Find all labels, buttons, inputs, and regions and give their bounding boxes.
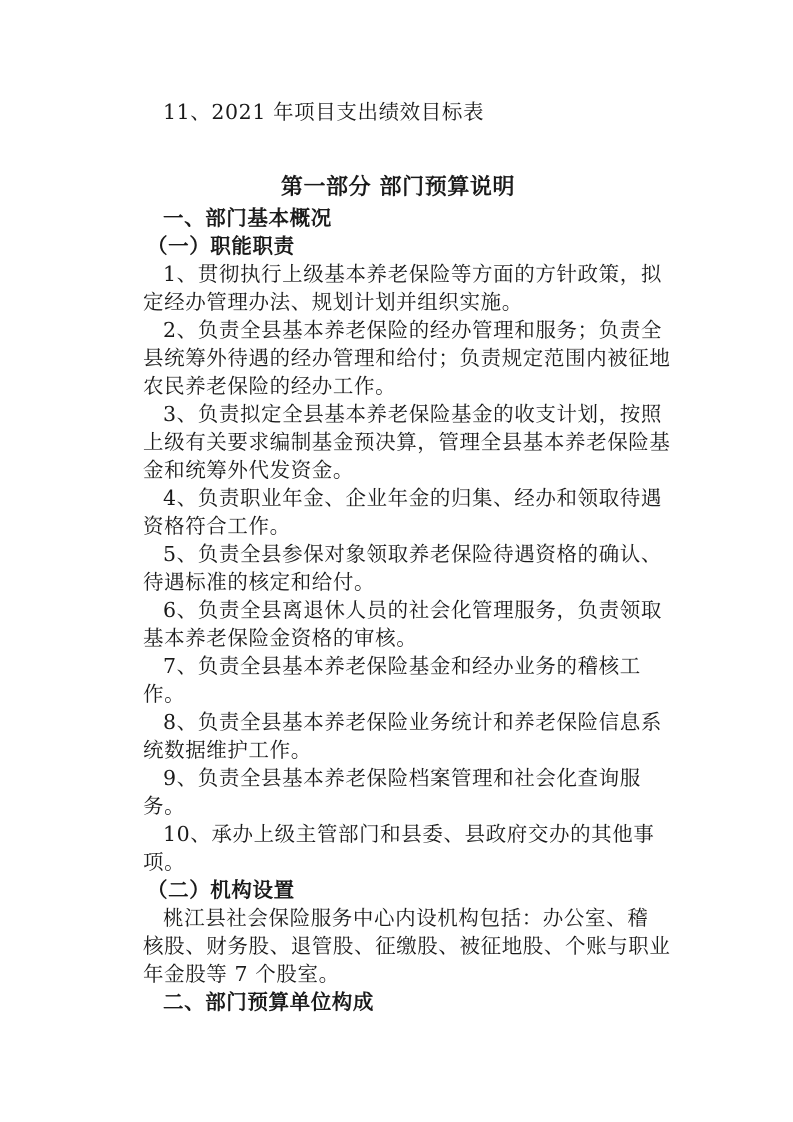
paragraph-line: 8、负责全县基本养老保险业务统计和养老保险信息系 (163, 710, 662, 734)
paragraph-line: 上级有关要求编制基金预决算，管理全县基本养老保险基 (143, 430, 671, 454)
paragraph-line: 农民养老保险的经办工作。 (143, 374, 397, 398)
paragraph-line: 项。 (143, 850, 186, 874)
paragraph-line: 务。 (143, 794, 186, 818)
duty-item-8 (143, 708, 662, 764)
duty-item-1 (143, 260, 662, 316)
paragraph-line: 核股、财务股、退管股、征缴股、被征地股、个账与职业 (143, 934, 671, 958)
duty-item-5 (143, 540, 662, 596)
duty-item-9 (143, 764, 653, 820)
duty-item-3 (143, 400, 671, 484)
duty-item-4 (143, 484, 662, 540)
paragraph-line: 4、负责职业年金、企业年金的归集、经办和领取待遇 (163, 486, 662, 510)
paragraph-line: 年金股等 7 个股室。 (143, 962, 340, 986)
paragraph-line: 5、负责全县参保对象领取养老保险待遇资格的确认、 (163, 542, 662, 566)
paragraph-line: 桃江县社会保险服务中心内设机构包括：办公室、稽 (163, 906, 649, 930)
paragraph-line: 县统筹外待遇的经办管理和给付；负责规定范围内被征地 (143, 346, 671, 370)
subsection-heading: （二）机构设置 (147, 878, 295, 902)
organization-paragraph (143, 904, 671, 988)
paragraph-line: 7、负责全县基本养老保险基金和经办业务的稽核工 (163, 654, 641, 678)
paragraph-line: 10、承办上级主管部门和县委、县政府交办的其他事 (163, 822, 655, 846)
paragraph-line: 定经办管理办法、规划计划并组织实施。 (143, 290, 523, 314)
document-page (143, 98, 671, 1016)
duty-item-7 (143, 652, 653, 708)
paragraph-line: 资格符合工作。 (143, 514, 291, 538)
duty-item-2 (143, 316, 671, 400)
paragraph-line: 9、负责全县基本养老保险档案管理和社会化查询服 (163, 766, 641, 790)
duty-item-10 (143, 820, 653, 876)
paragraph-line: 金和统筹外代发资金。 (143, 458, 354, 482)
section-heading: 一、部门基本概况 (163, 206, 332, 230)
part-title: 第一部分 部门预算说明 (280, 175, 516, 200)
paragraph-line: 3、负责拟定全县基本养老保险基金的收支计划，按照 (163, 402, 662, 426)
paragraph-line: 统数据维护工作。 (143, 738, 312, 762)
paragraph-line: 2、负责全县基本养老保险的经办管理和服务；负责全 (163, 318, 662, 342)
paragraph-line: 作。 (143, 682, 186, 706)
paragraph-line: 基本养老保险金资格的审核。 (143, 626, 418, 650)
paragraph-line: 待遇标准的核定和给付。 (143, 570, 376, 594)
paragraph-line: 1、贯彻执行上级基本养老保险等方面的方针政策，拟 (163, 262, 662, 286)
duty-item-6 (143, 596, 662, 652)
subsection-heading: （一）职能职责 (147, 234, 295, 258)
toc-item: 11、2021 年项目支出绩效目标表 (163, 100, 485, 124)
section-heading: 二、部门预算单位构成 (163, 990, 374, 1014)
paragraph-line: 6、负责全县离退休人员的社会化管理服务，负责领取 (163, 598, 662, 622)
